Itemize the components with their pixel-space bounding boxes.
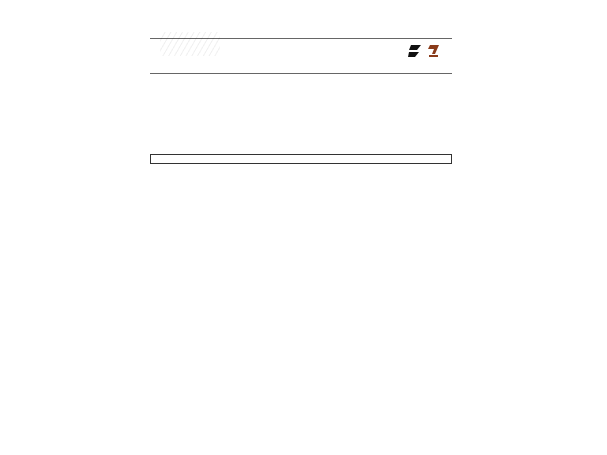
title-row xyxy=(150,40,452,70)
header-rule xyxy=(150,73,452,74)
inspection-bar xyxy=(150,154,452,164)
seat-logo-icon xyxy=(408,42,442,68)
